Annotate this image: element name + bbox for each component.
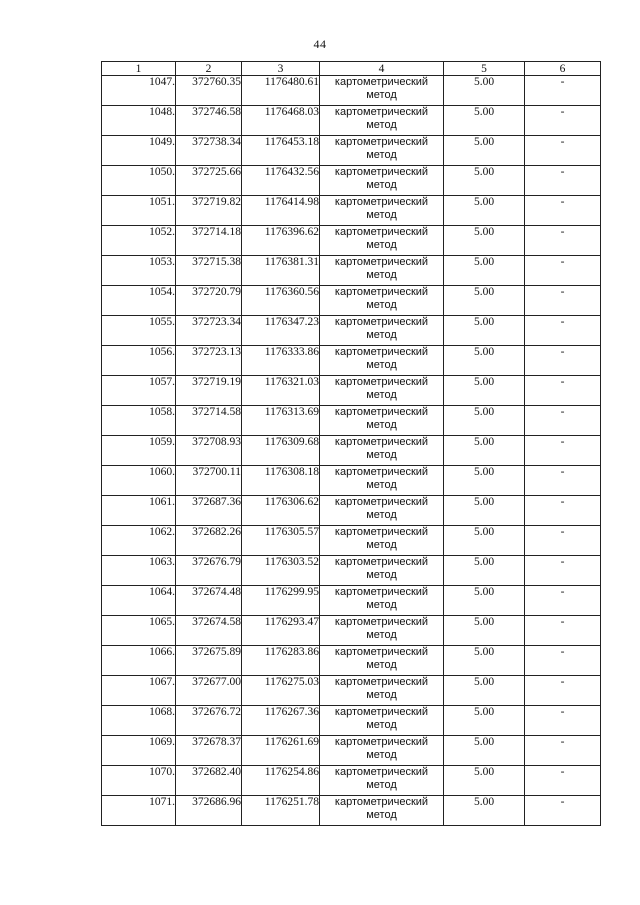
method-cell: картометрический метод [320,256,444,286]
table-row [102,496,601,526]
method-cell: картометрический метод [320,136,444,166]
point-number-cell: 1047. [102,76,176,106]
note-cell: - [525,346,601,376]
y-coordinate-cell: 1176360.56 [242,286,320,316]
accuracy-cell: 5.00 [444,376,525,406]
note-cell: - [525,256,601,286]
accuracy-cell: 5.00 [444,346,525,376]
table-row [102,136,601,166]
y-coordinate-cell: 1176468.03 [242,106,320,136]
y-coordinate-cell: 1176396.62 [242,226,320,256]
table-body [102,76,601,826]
accuracy-cell: 5.00 [444,556,525,586]
point-number-cell: 1048. [102,106,176,136]
y-coordinate-cell: 1176275.03 [242,676,320,706]
column-header-5: 5 [444,62,525,76]
note-cell: - [525,466,601,496]
table-row [102,76,601,106]
column-header-2: 2 [176,62,242,76]
accuracy-cell: 5.00 [444,766,525,796]
accuracy-cell: 5.00 [444,166,525,196]
accuracy-cell: 5.00 [444,616,525,646]
note-cell: - [525,676,601,706]
note-cell: - [525,496,601,526]
x-coordinate-cell: 372674.48 [176,586,242,616]
table-row [102,436,601,466]
x-coordinate-cell: 372708.93 [176,436,242,466]
point-number-cell: 1056. [102,346,176,376]
point-number-cell: 1064. [102,586,176,616]
note-cell: - [525,76,601,106]
column-header-4: 4 [320,62,444,76]
accuracy-cell: 5.00 [444,736,525,766]
x-coordinate-cell: 372723.13 [176,346,242,376]
y-coordinate-cell: 1176306.62 [242,496,320,526]
point-number-cell: 1070. [102,766,176,796]
method-cell: картометрический метод [320,646,444,676]
method-cell: картометрический метод [320,226,444,256]
accuracy-cell: 5.00 [444,76,525,106]
note-cell: - [525,166,601,196]
method-cell: картометрический метод [320,526,444,556]
x-coordinate-cell: 372674.58 [176,616,242,646]
y-coordinate-cell: 1176293.47 [242,616,320,646]
y-coordinate-cell: 1176347.23 [242,316,320,346]
x-coordinate-cell: 372738.34 [176,136,242,166]
x-coordinate-cell: 372714.58 [176,406,242,436]
coordinates-table [101,61,601,826]
table-header [102,62,601,76]
method-cell: картометрический метод [320,106,444,136]
y-coordinate-cell: 1176432.56 [242,166,320,196]
x-coordinate-cell: 372719.19 [176,376,242,406]
point-number-cell: 1059. [102,436,176,466]
x-coordinate-cell: 372682.26 [176,526,242,556]
point-number-cell: 1054. [102,286,176,316]
method-cell: картометрический метод [320,736,444,766]
table-row [102,226,601,256]
note-cell: - [525,406,601,436]
method-cell: картометрический метод [320,766,444,796]
method-cell: картометрический метод [320,676,444,706]
x-coordinate-cell: 372682.40 [176,766,242,796]
table-row [102,676,601,706]
x-coordinate-cell: 372678.37 [176,736,242,766]
table-row [102,616,601,646]
y-coordinate-cell: 1176414.98 [242,196,320,226]
method-cell: картометрический метод [320,406,444,436]
table-row [102,706,601,736]
x-coordinate-cell: 372746.58 [176,106,242,136]
column-header-6: 6 [525,62,601,76]
y-coordinate-cell: 1176254.86 [242,766,320,796]
method-cell: картометрический метод [320,316,444,346]
column-header-3: 3 [242,62,320,76]
accuracy-cell: 5.00 [444,106,525,136]
note-cell: - [525,556,601,586]
note-cell: - [525,586,601,616]
table-row [102,766,601,796]
point-number-cell: 1061. [102,496,176,526]
table-row [102,586,601,616]
note-cell: - [525,316,601,346]
method-cell: картометрический метод [320,166,444,196]
x-coordinate-cell: 372719.82 [176,196,242,226]
table-row [102,106,601,136]
method-cell: картометрический метод [320,706,444,736]
accuracy-cell: 5.00 [444,586,525,616]
point-number-cell: 1060. [102,466,176,496]
table-row [102,406,601,436]
accuracy-cell: 5.00 [444,226,525,256]
y-coordinate-cell: 1176305.57 [242,526,320,556]
x-coordinate-cell: 372686.96 [176,796,242,826]
y-coordinate-cell: 1176321.03 [242,376,320,406]
method-cell: картометрический метод [320,76,444,106]
table-row [102,346,601,376]
y-coordinate-cell: 1176453.18 [242,136,320,166]
table-row [102,196,601,226]
y-coordinate-cell: 1176480.61 [242,76,320,106]
note-cell: - [525,376,601,406]
y-coordinate-cell: 1176283.86 [242,646,320,676]
header-row [102,62,601,76]
method-cell: картометрический метод [320,346,444,376]
accuracy-cell: 5.00 [444,496,525,526]
method-cell: картометрический метод [320,196,444,226]
x-coordinate-cell: 372676.79 [176,556,242,586]
point-number-cell: 1051. [102,196,176,226]
x-coordinate-cell: 372714.18 [176,226,242,256]
note-cell: - [525,136,601,166]
y-coordinate-cell: 1176267.36 [242,706,320,736]
table-row [102,556,601,586]
x-coordinate-cell: 372723.34 [176,316,242,346]
method-cell: картометрический метод [320,616,444,646]
table-row [102,376,601,406]
point-number-cell: 1066. [102,646,176,676]
table-row [102,256,601,286]
note-cell: - [525,706,601,736]
point-number-cell: 1065. [102,616,176,646]
note-cell: - [525,736,601,766]
point-number-cell: 1069. [102,736,176,766]
x-coordinate-cell: 372676.72 [176,706,242,736]
y-coordinate-cell: 1176381.31 [242,256,320,286]
x-coordinate-cell: 372715.38 [176,256,242,286]
x-coordinate-cell: 372675.89 [176,646,242,676]
x-coordinate-cell: 372720.79 [176,286,242,316]
x-coordinate-cell: 372760.35 [176,76,242,106]
method-cell: картометрический метод [320,436,444,466]
accuracy-cell: 5.00 [444,646,525,676]
y-coordinate-cell: 1176261.69 [242,736,320,766]
note-cell: - [525,526,601,556]
table-row [102,286,601,316]
table-row [102,646,601,676]
table-row [102,466,601,496]
accuracy-cell: 5.00 [444,286,525,316]
y-coordinate-cell: 1176333.86 [242,346,320,376]
table-row [102,166,601,196]
y-coordinate-cell: 1176313.69 [242,406,320,436]
accuracy-cell: 5.00 [444,136,525,166]
point-number-cell: 1068. [102,706,176,736]
column-header-1: 1 [102,62,176,76]
point-number-cell: 1052. [102,226,176,256]
note-cell: - [525,286,601,316]
accuracy-cell: 5.00 [444,436,525,466]
method-cell: картометрический метод [320,496,444,526]
accuracy-cell: 5.00 [444,706,525,736]
page-number: 44 [313,37,327,51]
accuracy-cell: 5.00 [444,526,525,556]
accuracy-cell: 5.00 [444,406,525,436]
accuracy-cell: 5.00 [444,256,525,286]
table-row [102,316,601,346]
y-coordinate-cell: 1176299.95 [242,586,320,616]
point-number-cell: 1050. [102,166,176,196]
accuracy-cell: 5.00 [444,316,525,346]
y-coordinate-cell: 1176251.78 [242,796,320,826]
accuracy-cell: 5.00 [444,676,525,706]
point-number-cell: 1062. [102,526,176,556]
point-number-cell: 1058. [102,406,176,436]
point-number-cell: 1067. [102,676,176,706]
method-cell: картометрический метод [320,586,444,616]
table-row [102,736,601,766]
accuracy-cell: 5.00 [444,466,525,496]
point-number-cell: 1055. [102,316,176,346]
x-coordinate-cell: 372677.00 [176,676,242,706]
y-coordinate-cell: 1176303.52 [242,556,320,586]
method-cell: картометрический метод [320,376,444,406]
note-cell: - [525,766,601,796]
note-cell: - [525,436,601,466]
method-cell: картометрический метод [320,286,444,316]
method-cell: картометрический метод [320,466,444,496]
point-number-cell: 1063. [102,556,176,586]
point-number-cell: 1053. [102,256,176,286]
note-cell: - [525,646,601,676]
x-coordinate-cell: 372687.36 [176,496,242,526]
y-coordinate-cell: 1176309.68 [242,436,320,466]
point-number-cell: 1071. [102,796,176,826]
accuracy-cell: 5.00 [444,196,525,226]
x-coordinate-cell: 372700.11 [176,466,242,496]
note-cell: - [525,616,601,646]
table-row [102,526,601,556]
note-cell: - [525,106,601,136]
method-cell: картометрический метод [320,796,444,826]
note-cell: - [525,226,601,256]
point-number-cell: 1049. [102,136,176,166]
x-coordinate-cell: 372725.66 [176,166,242,196]
note-cell: - [525,196,601,226]
table-row [102,796,601,826]
note-cell: - [525,796,601,826]
accuracy-cell: 5.00 [444,796,525,826]
method-cell: картометрический метод [320,556,444,586]
y-coordinate-cell: 1176308.18 [242,466,320,496]
point-number-cell: 1057. [102,376,176,406]
